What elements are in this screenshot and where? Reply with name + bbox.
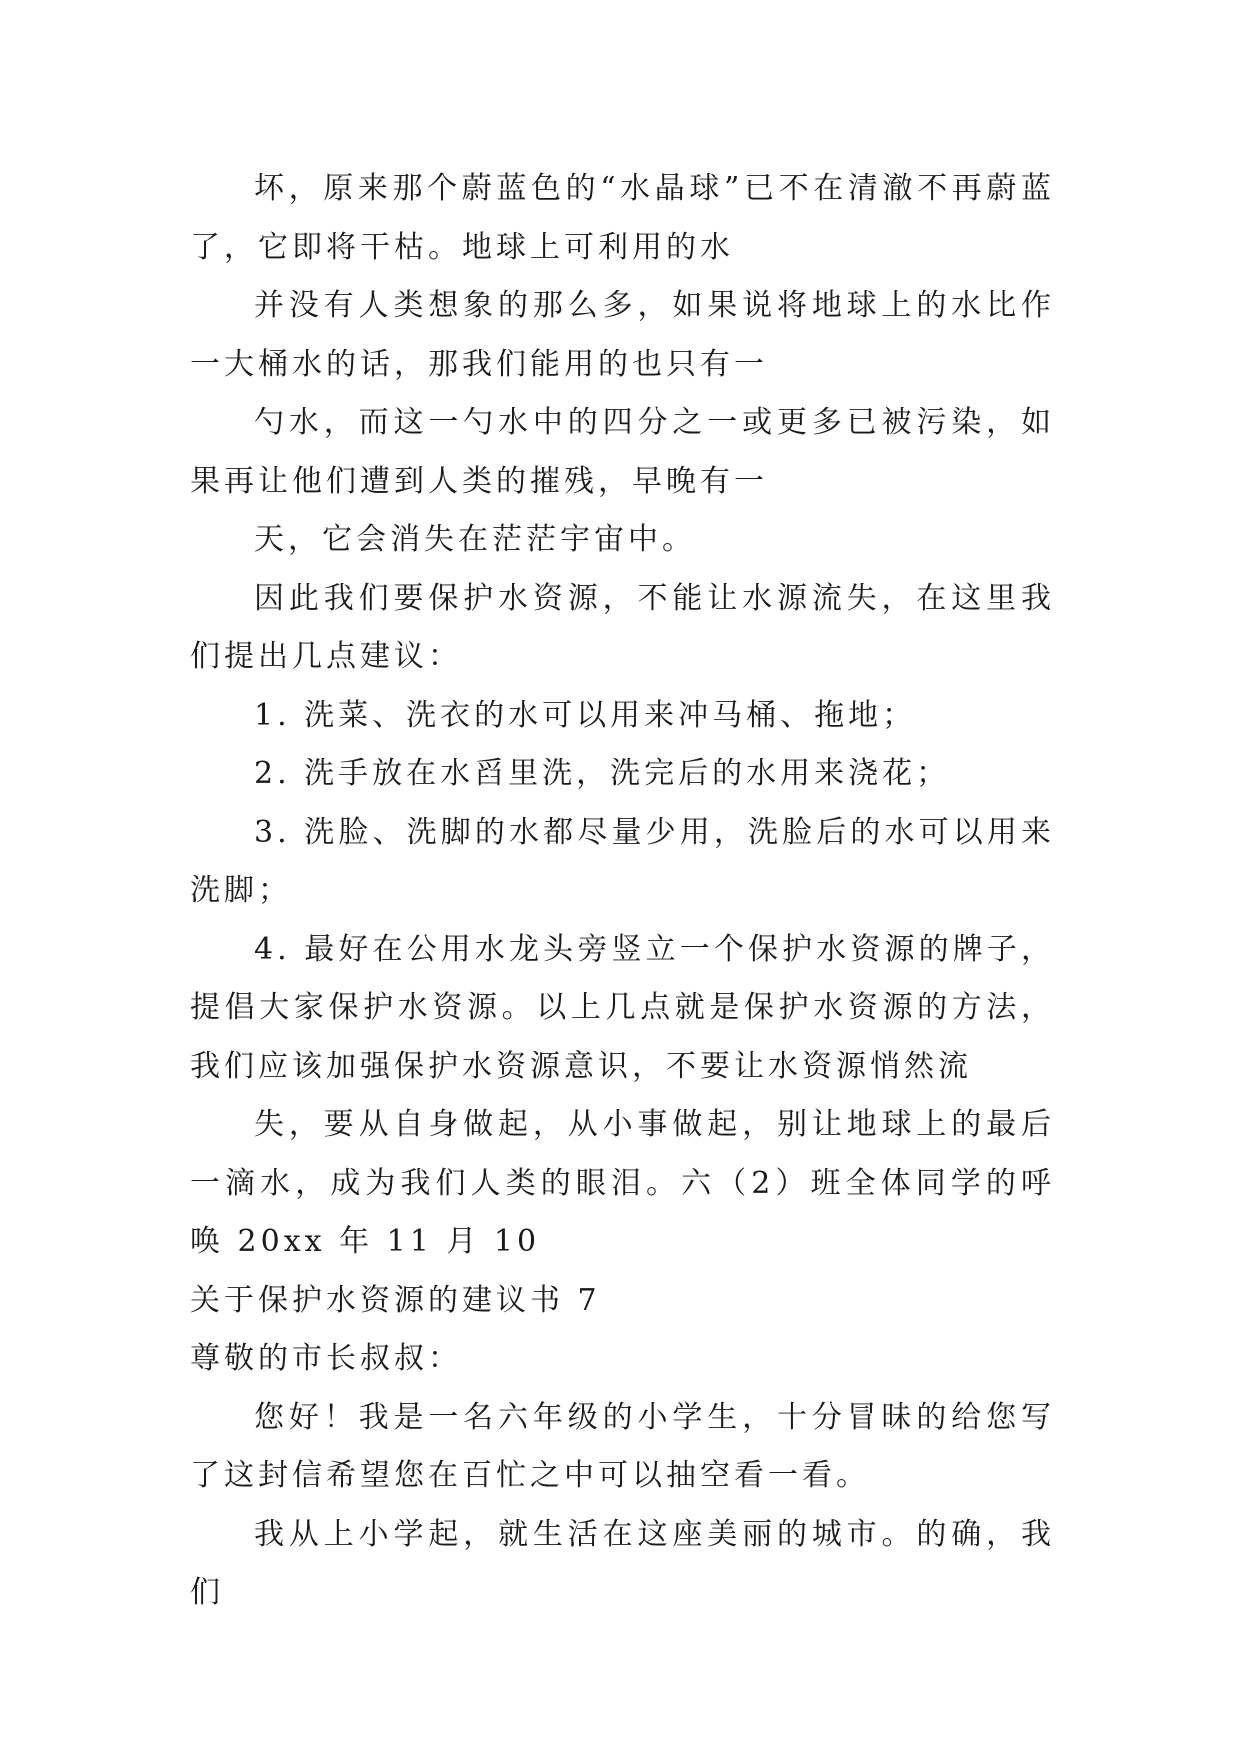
list-item: 2. 洗手放在水舀里洗，洗完后的水用来浇花； [254, 756, 951, 791]
paragraph: 天，它会消失在茫茫宇宙中。 [254, 522, 696, 557]
paragraph: 失，要从自身做起，从小事做起，别让地球上的最后一滴水，成为我们人类的眼泪。六（2）班全体同学的呼唤 20xx 年 11 月 10 [190, 1107, 1055, 1259]
salutation: 尊敬的市长叔叔： [190, 1341, 462, 1376]
document-body [190, 160, 1055, 1623]
paragraph: 坏，原来那个蔚蓝色的“水晶球”已不在清澈不再蔚蓝了，它即将干枯。地球上可利用的水 [190, 171, 1055, 265]
list-item: 4. 最好在公用水龙头旁竖立一个保护水资源的牌子，提倡大家保护水资源。以上几点就是保护水资源的方法，我们应该加强保护水资源意识，不要让水资源悄然流 [190, 931, 1055, 1084]
section-title: 关于保护水资源的建议书 7 [190, 1282, 601, 1318]
paragraph: 您好！我是一名六年级的小学生，十分冒昧的给您写了这封信希望您在百忙之中可以抽空看一看。 [190, 1399, 1055, 1493]
paragraph: 我从上小学起，就生活在这座美丽的城市。的确，我们 [190, 1516, 1055, 1610]
list-item: 1. 洗菜、洗衣的水可以用来冲马桶、拖地； [254, 697, 917, 733]
paragraph: 勺水，而这一勺水中的四分之一或更多已被污染，如果再让他们遭到人类的摧残，早晚有一 [190, 405, 1055, 499]
paragraph: 并没有人类想象的那么多，如果说将地球上的水比作一大桶水的话，那我们能用的也只有一 [190, 288, 1055, 382]
paragraph: 因此我们要保护水资源，不能让水源流失，在这里我们提出几点建议： [190, 580, 1055, 674]
list-item: 3. 洗脸、洗脚的水都尽量少用，洗脸后的水可以用来洗脚； [190, 814, 1055, 908]
